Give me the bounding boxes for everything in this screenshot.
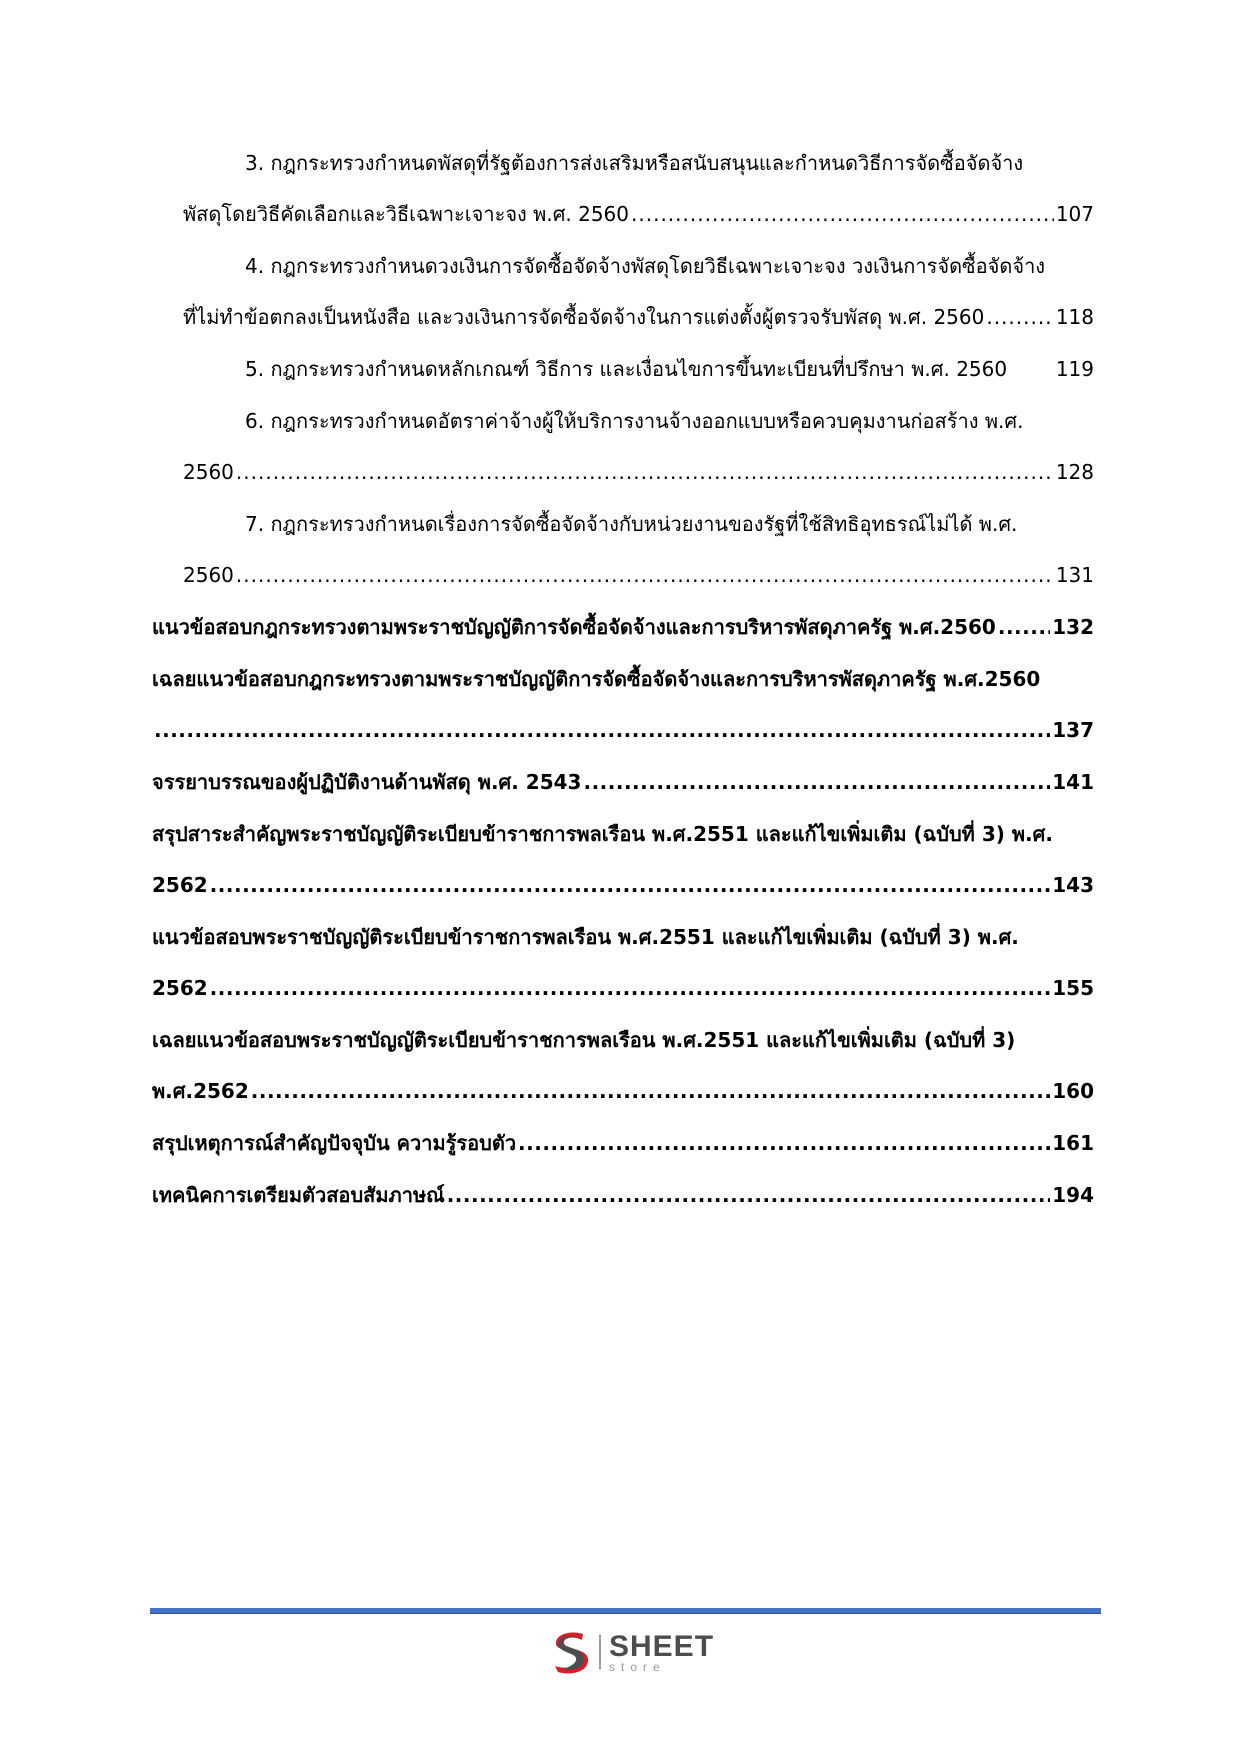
dot-leader [631, 199, 1054, 229]
toc-entry-title: เฉลยแนวข้อสอบกฎกระทรวงตามพระราชบัญญัติการจัดซื้อจัดจ้างและการบริหารพัสดุภาครัฐ พ.ศ.2560 [152, 667, 1041, 691]
toc-entry-title: แนวข้อสอบกฎกระทรวงตามพระราชบัญญัติการจัดซื้อจัดจ้างและการบริหารพัสดุภาครัฐ พ.ศ.2560 [152, 615, 996, 639]
dot-leader [154, 715, 1050, 745]
toc-page-number: 161 [1052, 1131, 1094, 1155]
toc-entry-5[interactable] [152, 354, 1094, 384]
toc-entry-title-cont: พัสดุโดยวิธีคัดเลือกและวิธีเฉพาะเจาะจง พ.ศ. 2560 [183, 202, 630, 226]
toc-entry-title: จรรยาบรรณของผู้ปฏิบัติงานด้านพัสดุ พ.ศ. 2543 [152, 770, 582, 794]
toc-entry-title: สรุปสาระสำคัญพระราชบัญญัติระเบียบข้าราชการพลเรือน พ.ศ.2551 และแก้ไขเพิ่มเติม (ฉบับที่ 3) พ.ศ. [152, 822, 1053, 846]
toc-entry-title-cont: 2562 [152, 873, 208, 897]
dot-leader [518, 1128, 1050, 1158]
toc-entry-6[interactable] [152, 406, 1094, 487]
dot-leader [583, 767, 1050, 797]
toc-entry-title: 5. กฎกระทรวงกำหนดหลักเกณฑ์ วิธีการ และเงื่อนไขการขึ้นทะเบียนที่ปรึกษา พ.ศ. 2560 [245, 357, 1008, 381]
sheet-store-logo [549, 1628, 714, 1676]
toc-entry-4[interactable] [152, 251, 1094, 332]
dot-leader [210, 973, 1051, 1003]
dot-leader [447, 1180, 1051, 1210]
toc-page-number: 119 [1055, 357, 1094, 381]
toc-entry-exam-ministerial-regulations[interactable] [152, 612, 1094, 642]
dot-leader [236, 457, 1054, 487]
toc-entry-title-cont: 2560 [183, 460, 234, 484]
logo-wordmark [609, 1629, 715, 1674]
toc-page-number: 137 [1052, 718, 1094, 742]
toc-page-number: 131 [1055, 563, 1094, 587]
toc-entry-title: 7. กฎกระทรวงกำหนดเรื่องการจัดซื้อจัดจ้างกับหน่วยงานของรัฐที่ใช้สิทธิอุทธรณ์ไม่ได้ พ.ศ. [245, 512, 1018, 536]
toc-entry-title: แนวข้อสอบพระราชบัญญัติระเบียบข้าราชการพลเรือน พ.ศ.2551 และแก้ไขเพิ่มเติม (ฉบับที่ 3) พ.ศ. [152, 925, 1019, 949]
logo-separator [599, 1635, 601, 1669]
toc-page-number: 141 [1052, 770, 1094, 794]
toc-page-number: 155 [1052, 976, 1094, 1000]
toc-entry-civil-service-exam[interactable] [152, 922, 1094, 1003]
toc-page-number: 143 [1052, 873, 1094, 897]
toc-entry-current-events[interactable] [152, 1128, 1094, 1158]
toc-entry-title-cont: 2562 [152, 976, 208, 1000]
toc-entry-title: 4. กฎกระทรวงกำหนดวงเงินการจัดซื้อจัดจ้างพัสดุโดยวิธีเฉพาะเจาะจง วงเงินการจัดซื้อจัดจ้าง [245, 254, 1046, 278]
dot-leader [236, 560, 1054, 590]
dot-leader [251, 1076, 1051, 1106]
toc-page-number: 128 [1055, 460, 1094, 484]
toc-entry-title: สรุปเหตุการณ์สำคัญปัจจุบัน ความรู้รอบตัว [152, 1131, 517, 1155]
toc-entry-title: 6. กฎกระทรวงกำหนดอัตราค่าจ้างผู้ให้บริการงานจ้างออกแบบหรือควบคุมงานก่อสร้าง พ.ศ. [245, 409, 1024, 433]
toc-entry-civil-service-answers[interactable] [152, 1025, 1094, 1106]
toc-entry-civil-service-summary[interactable] [152, 819, 1094, 900]
toc-entry-title: 3. กฎกระทรวงกำหนดพัสดุที่รัฐต้องการส่งเสริมหรือสนับสนุนและกำหนดวิธีการจัดซื้อจัดจ้าง [245, 151, 1024, 175]
toc-entry-title: เฉลยแนวข้อสอบพระราชบัญญัติระเบียบข้าราชการพลเรือน พ.ศ.2551 และแก้ไขเพิ่มเติม (ฉบับที่ 3) [152, 1028, 1016, 1052]
dot-leader [998, 612, 1050, 642]
dot-leader [986, 302, 1053, 332]
footer-rule [150, 1608, 1101, 1614]
toc-entry-title-cont: 2560 [183, 563, 234, 587]
toc-entry-7[interactable] [152, 509, 1094, 590]
toc-entry-title-cont: พ.ศ.2562 [152, 1079, 249, 1103]
sheet-store-logo-icon [549, 1628, 593, 1676]
toc-entry-answers-ministerial-regulations[interactable] [152, 664, 1094, 745]
toc-page-number: 194 [1052, 1183, 1094, 1207]
logo-subtitle: store [609, 1659, 666, 1674]
toc-page-number: 132 [1052, 615, 1094, 639]
dot-leader [210, 870, 1051, 900]
toc-entry-title: เทคนิคการเตรียมตัวสอบสัมภาษณ์ [152, 1183, 445, 1207]
toc-entry-interview-techniques[interactable] [152, 1180, 1094, 1210]
toc-entry-title-cont: ที่ไม่ทำข้อตกลงเป็นหนังสือ และวงเงินการจัดซื้อจัดจ้างในการแต่งตั้งผู้ตรวจรับพัสดุ พ.ศ. 2560 [183, 305, 985, 329]
toc-page-number: 160 [1052, 1079, 1094, 1103]
toc-page-number: 107 [1055, 202, 1094, 226]
toc-entry-3[interactable] [152, 148, 1094, 229]
table-of-contents [152, 148, 1094, 1232]
logo-title: SHEET [609, 1629, 715, 1663]
toc-entry-ethics-procurement[interactable] [152, 767, 1094, 797]
toc-page-number: 118 [1055, 305, 1094, 329]
